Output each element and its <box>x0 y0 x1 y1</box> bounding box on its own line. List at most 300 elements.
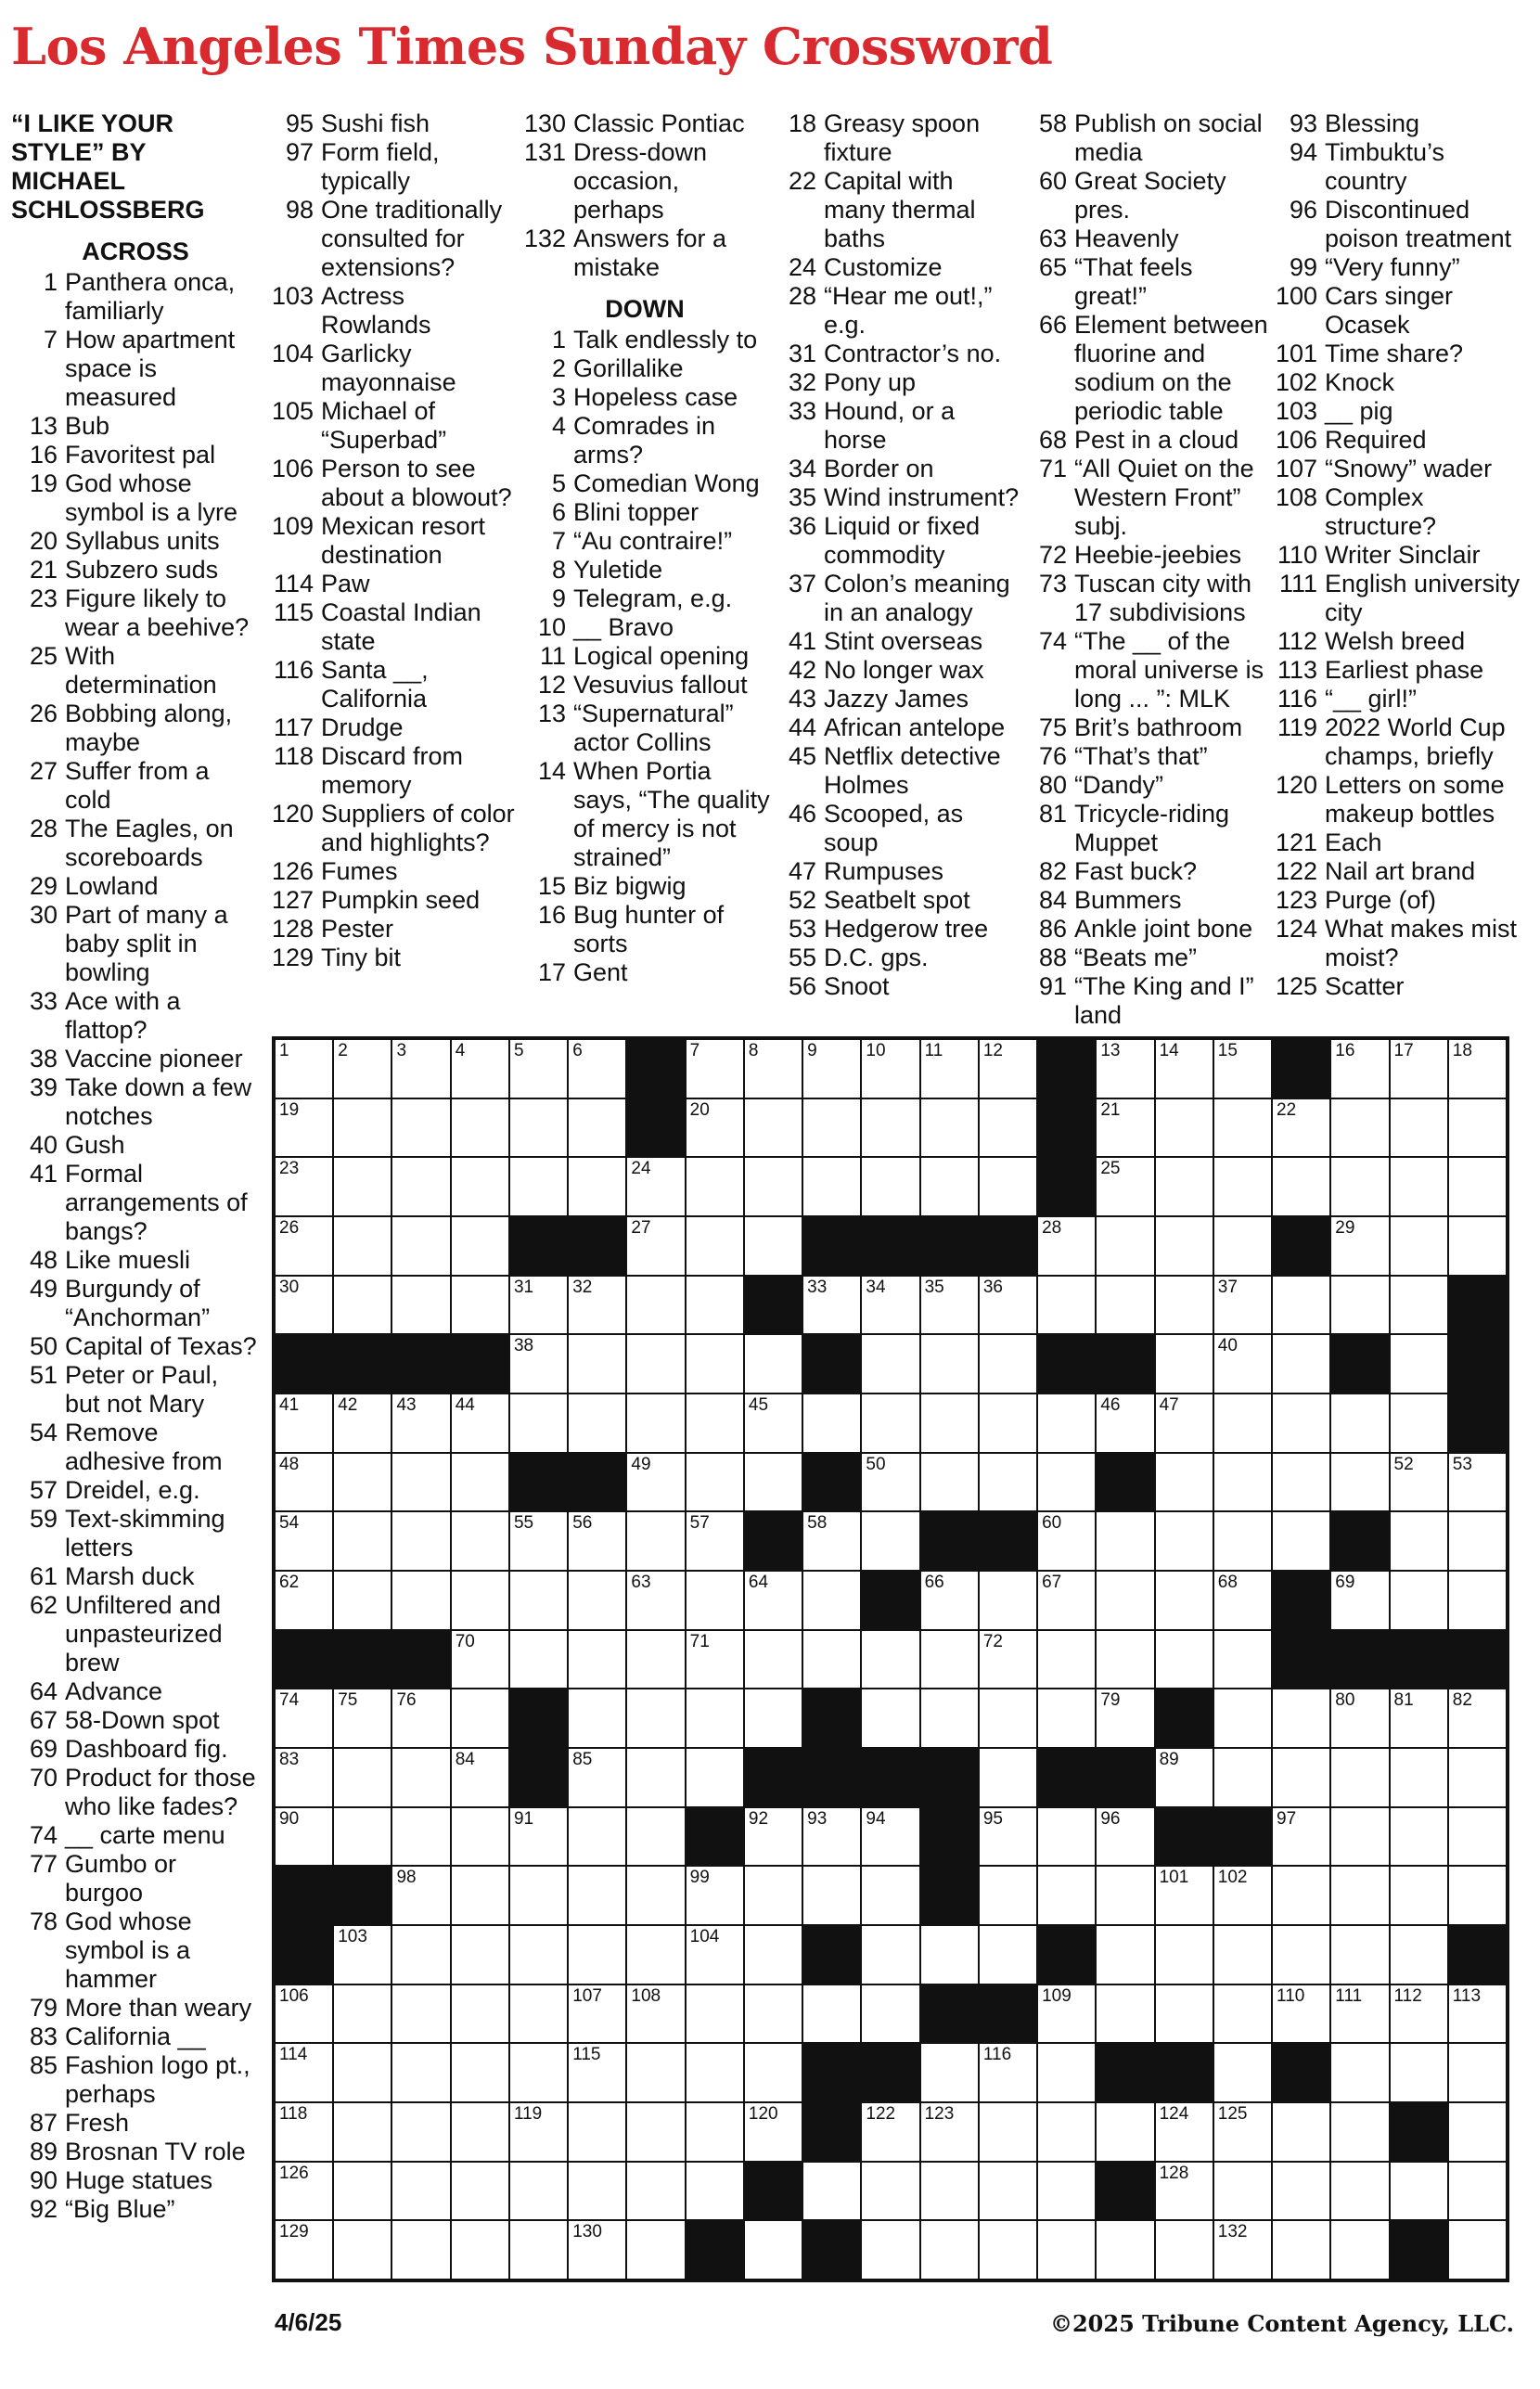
grid-cell[interactable] <box>1449 1985 1506 2043</box>
grid-cell[interactable] <box>687 1985 743 2043</box>
grid-cell[interactable] <box>1097 1040 1153 1098</box>
grid-cell[interactable] <box>569 1631 625 1689</box>
grid-cell[interactable] <box>452 2221 508 2279</box>
grid-cell[interactable] <box>980 2221 1036 2279</box>
grid-cell[interactable] <box>276 1689 332 1747</box>
grid-cell[interactable] <box>1214 1217 1271 1275</box>
grid-cell[interactable] <box>1097 1808 1153 1866</box>
grid-cell[interactable] <box>510 1394 567 1452</box>
grid-cell[interactable] <box>569 1749 625 1806</box>
grid-cell[interactable] <box>334 1217 391 1275</box>
grid-cell[interactable] <box>921 1572 978 1629</box>
grid-cell[interactable] <box>1097 1099 1153 1157</box>
grid-cell[interactable] <box>1156 1631 1213 1689</box>
grid-cell[interactable] <box>392 1689 449 1747</box>
grid-cell[interactable] <box>687 2163 743 2220</box>
grid-cell[interactable] <box>627 1985 684 2043</box>
grid-cell[interactable] <box>1214 1394 1271 1452</box>
grid-cell[interactable] <box>510 1985 567 2043</box>
grid-cell[interactable] <box>627 1689 684 1747</box>
grid-cell[interactable] <box>1391 1394 1447 1452</box>
grid-cell[interactable] <box>1156 1099 1213 1157</box>
grid-cell[interactable] <box>510 2044 567 2101</box>
grid-cell[interactable] <box>452 1867 508 1924</box>
grid-cell[interactable] <box>745 1867 802 1924</box>
grid-cell[interactable] <box>1391 1454 1447 1511</box>
grid-cell[interactable] <box>569 1335 625 1393</box>
grid-cell[interactable] <box>687 1158 743 1215</box>
grid-cell[interactable] <box>627 1335 684 1393</box>
grid-cell[interactable] <box>1156 1158 1213 1215</box>
grid-cell[interactable] <box>921 1277 978 1334</box>
grid-cell[interactable] <box>1331 1867 1388 1924</box>
grid-cell[interactable] <box>1273 2103 1329 2161</box>
grid-cell[interactable] <box>1156 1985 1213 2043</box>
grid-cell[interactable] <box>1038 1512 1095 1570</box>
grid-cell[interactable] <box>569 1158 625 1215</box>
grid-cell[interactable] <box>803 1394 860 1452</box>
grid-cell[interactable] <box>1214 1158 1271 1215</box>
grid-cell[interactable] <box>745 2221 802 2279</box>
grid-cell[interactable] <box>1156 2163 1213 2220</box>
grid-cell[interactable] <box>452 1572 508 1629</box>
grid-cell[interactable] <box>627 1394 684 1452</box>
grid-cell[interactable] <box>1097 1985 1153 2043</box>
grid-cell[interactable] <box>1449 1454 1506 1511</box>
grid-cell[interactable] <box>1273 1867 1329 1924</box>
grid-cell[interactable] <box>687 1099 743 1157</box>
grid-cell[interactable] <box>1391 1808 1447 1866</box>
grid-cell[interactable] <box>334 2044 391 2101</box>
grid-cell[interactable] <box>334 1808 391 1866</box>
grid-cell[interactable] <box>1038 2163 1095 2220</box>
grid-cell[interactable] <box>276 1985 332 2043</box>
grid-cell[interactable] <box>803 1512 860 1570</box>
grid-cell[interactable] <box>980 1394 1036 1452</box>
grid-cell[interactable] <box>1331 1985 1388 2043</box>
grid-cell[interactable] <box>569 2163 625 2220</box>
grid-cell[interactable] <box>745 1689 802 1747</box>
grid-cell[interactable] <box>334 1099 391 1157</box>
grid-cell[interactable] <box>510 1631 567 1689</box>
grid-cell[interactable] <box>334 2163 391 2220</box>
grid-cell[interactable] <box>276 2163 332 2220</box>
grid-cell[interactable] <box>1391 1985 1447 2043</box>
grid-cell[interactable] <box>1391 1867 1447 1924</box>
grid-cell[interactable] <box>569 1572 625 1629</box>
grid-cell[interactable] <box>1391 2163 1447 2220</box>
grid-cell[interactable] <box>276 1394 332 1452</box>
grid-cell[interactable] <box>1331 1749 1388 1806</box>
grid-cell[interactable] <box>510 1926 567 1984</box>
grid-cell[interactable] <box>392 1158 449 1215</box>
grid-cell[interactable] <box>921 2103 978 2161</box>
grid-cell[interactable] <box>687 1394 743 1452</box>
grid-cell[interactable] <box>334 1394 391 1452</box>
grid-cell[interactable] <box>980 1040 1036 1098</box>
grid-cell[interactable] <box>276 1808 332 1866</box>
grid-cell[interactable] <box>1097 1867 1153 1924</box>
grid-cell[interactable] <box>334 1040 391 1098</box>
grid-cell[interactable] <box>687 2044 743 2101</box>
grid-cell[interactable] <box>1038 1808 1095 1866</box>
grid-cell[interactable] <box>1214 1099 1271 1157</box>
grid-cell[interactable] <box>392 1099 449 1157</box>
grid-cell[interactable] <box>452 1749 508 1806</box>
grid-cell[interactable] <box>687 1926 743 1984</box>
grid-cell[interactable] <box>452 1512 508 1570</box>
grid-cell[interactable] <box>921 2221 978 2279</box>
grid-cell[interactable] <box>1449 1749 1506 1806</box>
grid-cell[interactable] <box>276 2221 332 2279</box>
grid-cell[interactable] <box>745 1572 802 1629</box>
grid-cell[interactable] <box>1331 1217 1388 1275</box>
grid-cell[interactable] <box>1273 1808 1329 1866</box>
grid-cell[interactable] <box>276 1572 332 1629</box>
grid-cell[interactable] <box>452 1217 508 1275</box>
grid-cell[interactable] <box>803 2163 860 2220</box>
grid-cell[interactable] <box>1331 1689 1388 1747</box>
grid-cell[interactable] <box>334 1277 391 1334</box>
grid-cell[interactable] <box>1273 1689 1329 1747</box>
grid-cell[interactable] <box>862 1631 918 1689</box>
grid-cell[interactable] <box>392 1808 449 1866</box>
grid-cell[interactable] <box>1156 1277 1213 1334</box>
grid-cell[interactable] <box>1391 1572 1447 1629</box>
grid-cell[interactable] <box>687 1572 743 1629</box>
grid-cell[interactable] <box>1273 2221 1329 2279</box>
grid-cell[interactable] <box>392 1985 449 2043</box>
grid-cell[interactable] <box>803 1631 860 1689</box>
grid-cell[interactable] <box>452 1040 508 1098</box>
grid-cell[interactable] <box>687 1512 743 1570</box>
grid-cell[interactable] <box>392 1217 449 1275</box>
grid-cell[interactable] <box>862 1099 918 1157</box>
grid-cell[interactable] <box>1156 1926 1213 1984</box>
grid-cell[interactable] <box>1331 1808 1388 1866</box>
grid-cell[interactable] <box>921 1631 978 1689</box>
grid-cell[interactable] <box>1097 1158 1153 1215</box>
grid-cell[interactable] <box>745 1158 802 1215</box>
grid-cell[interactable] <box>1214 1689 1271 1747</box>
grid-cell[interactable] <box>569 2221 625 2279</box>
grid-cell[interactable] <box>1449 1099 1506 1157</box>
grid-cell[interactable] <box>687 1217 743 1275</box>
grid-cell[interactable] <box>1097 2221 1153 2279</box>
grid-cell[interactable] <box>862 1277 918 1334</box>
grid-cell[interactable] <box>862 1040 918 1098</box>
grid-cell[interactable] <box>452 1394 508 1452</box>
grid-cell[interactable] <box>1214 1749 1271 1806</box>
grid-cell[interactable] <box>687 1454 743 1511</box>
grid-cell[interactable] <box>1391 1926 1447 1984</box>
grid-cell[interactable] <box>392 1040 449 1098</box>
grid-cell[interactable] <box>1391 1217 1447 1275</box>
grid-cell[interactable] <box>745 1394 802 1452</box>
grid-cell[interactable] <box>921 1040 978 1098</box>
grid-cell[interactable] <box>334 1572 391 1629</box>
grid-cell[interactable] <box>687 1040 743 1098</box>
grid-cell[interactable] <box>1449 1040 1506 1098</box>
grid-cell[interactable] <box>510 2163 567 2220</box>
grid-cell[interactable] <box>334 2221 391 2279</box>
grid-cell[interactable] <box>980 1689 1036 1747</box>
grid-cell[interactable] <box>745 1217 802 1275</box>
grid-cell[interactable] <box>1331 2163 1388 2220</box>
grid-cell[interactable] <box>862 1689 918 1747</box>
grid-cell[interactable] <box>1331 1099 1388 1157</box>
grid-cell[interactable] <box>627 1158 684 1215</box>
grid-cell[interactable] <box>1273 1335 1329 1393</box>
grid-cell[interactable] <box>452 2044 508 2101</box>
grid-cell[interactable] <box>862 1394 918 1452</box>
grid-cell[interactable] <box>452 1158 508 1215</box>
grid-cell[interactable] <box>627 1572 684 1629</box>
grid-cell[interactable] <box>510 1099 567 1157</box>
grid-cell[interactable] <box>392 2103 449 2161</box>
grid-cell[interactable] <box>803 1985 860 2043</box>
grid-cell[interactable] <box>980 1335 1036 1393</box>
grid-cell[interactable] <box>1097 1217 1153 1275</box>
grid-cell[interactable] <box>334 1749 391 1806</box>
grid-cell[interactable] <box>745 1099 802 1157</box>
grid-cell[interactable] <box>392 1926 449 1984</box>
grid-cell[interactable] <box>980 1926 1036 1984</box>
grid-cell[interactable] <box>1097 1277 1153 1334</box>
grid-cell[interactable] <box>1391 1689 1447 1747</box>
grid-cell[interactable] <box>627 1808 684 1866</box>
grid-cell[interactable] <box>392 1867 449 1924</box>
grid-cell[interactable] <box>862 1985 918 2043</box>
grid-cell[interactable] <box>921 2163 978 2220</box>
grid-cell[interactable] <box>862 2221 918 2279</box>
grid-cell[interactable] <box>1038 1631 1095 1689</box>
grid-cell[interactable] <box>980 2103 1036 2161</box>
grid-cell[interactable] <box>687 1277 743 1334</box>
grid-cell[interactable] <box>627 1217 684 1275</box>
grid-cell[interactable] <box>862 1808 918 1866</box>
grid-cell[interactable] <box>1331 2103 1388 2161</box>
grid-cell[interactable] <box>803 1867 860 1924</box>
grid-cell[interactable] <box>980 2163 1036 2220</box>
grid-cell[interactable] <box>745 2044 802 2101</box>
grid-cell[interactable] <box>921 1926 978 1984</box>
grid-cell[interactable] <box>1331 1572 1388 1629</box>
grid-cell[interactable] <box>392 1277 449 1334</box>
grid-cell[interactable] <box>1449 2103 1506 2161</box>
grid-cell[interactable] <box>980 1867 1036 1924</box>
grid-cell[interactable] <box>1038 1572 1095 1629</box>
grid-cell[interactable] <box>1097 1926 1153 1984</box>
grid-cell[interactable] <box>452 2163 508 2220</box>
grid-cell[interactable] <box>687 1689 743 1747</box>
grid-cell[interactable] <box>1273 1158 1329 1215</box>
grid-cell[interactable] <box>921 1158 978 1215</box>
grid-cell[interactable] <box>862 1335 918 1393</box>
grid-cell[interactable] <box>510 1277 567 1334</box>
grid-cell[interactable] <box>1214 1335 1271 1393</box>
grid-cell[interactable] <box>1156 1335 1213 1393</box>
grid-cell[interactable] <box>627 1512 684 1570</box>
grid-cell[interactable] <box>745 1454 802 1511</box>
grid-cell[interactable] <box>569 1512 625 1570</box>
grid-cell[interactable] <box>1214 1040 1271 1098</box>
grid-cell[interactable] <box>1038 1454 1095 1511</box>
grid-cell[interactable] <box>510 1572 567 1629</box>
grid-cell[interactable] <box>392 2044 449 2101</box>
grid-cell[interactable] <box>276 1512 332 1570</box>
grid-cell[interactable] <box>1273 1099 1329 1157</box>
grid-cell[interactable] <box>627 1867 684 1924</box>
grid-cell[interactable] <box>921 1454 978 1511</box>
grid-cell[interactable] <box>803 1277 860 1334</box>
grid-cell[interactable] <box>276 1158 332 1215</box>
grid-cell[interactable] <box>276 1099 332 1157</box>
grid-cell[interactable] <box>1038 2221 1095 2279</box>
grid-cell[interactable] <box>1214 1572 1271 1629</box>
grid-cell[interactable] <box>1273 1749 1329 1806</box>
grid-cell[interactable] <box>627 2103 684 2161</box>
grid-cell[interactable] <box>569 1808 625 1866</box>
grid-cell[interactable] <box>745 1631 802 1689</box>
grid-cell[interactable] <box>569 1926 625 1984</box>
grid-cell[interactable] <box>803 1040 860 1098</box>
grid-cell[interactable] <box>1449 1572 1506 1629</box>
grid-cell[interactable] <box>569 1394 625 1452</box>
grid-cell[interactable] <box>862 1158 918 1215</box>
grid-cell[interactable] <box>1156 1394 1213 1452</box>
grid-cell[interactable] <box>569 1040 625 1098</box>
grid-cell[interactable] <box>1097 2103 1153 2161</box>
grid-cell[interactable] <box>862 1454 918 1511</box>
grid-cell[interactable] <box>510 1040 567 1098</box>
grid-cell[interactable] <box>334 2103 391 2161</box>
grid-cell[interactable] <box>1449 1689 1506 1747</box>
grid-cell[interactable] <box>980 1631 1036 1689</box>
grid-cell[interactable] <box>334 1454 391 1511</box>
grid-cell[interactable] <box>627 1749 684 1806</box>
grid-cell[interactable] <box>452 1099 508 1157</box>
grid-cell[interactable] <box>452 1631 508 1689</box>
grid-cell[interactable] <box>1391 1335 1447 1393</box>
grid-cell[interactable] <box>1273 1394 1329 1452</box>
grid-cell[interactable] <box>1391 1512 1447 1570</box>
grid-cell[interactable] <box>1449 2221 1506 2279</box>
grid-cell[interactable] <box>1273 1926 1329 1984</box>
grid-cell[interactable] <box>1214 2221 1271 2279</box>
grid-cell[interactable] <box>1097 1512 1153 1570</box>
grid-cell[interactable] <box>627 1926 684 1984</box>
grid-cell[interactable] <box>627 2163 684 2220</box>
grid-cell[interactable] <box>1156 1749 1213 1806</box>
grid-cell[interactable] <box>1038 1394 1095 1452</box>
grid-cell[interactable] <box>276 1277 332 1334</box>
grid-cell[interactable] <box>1156 1512 1213 1570</box>
grid-cell[interactable] <box>1331 1040 1388 1098</box>
grid-cell[interactable] <box>392 2221 449 2279</box>
grid-cell[interactable] <box>1449 1512 1506 1570</box>
grid-cell[interactable] <box>803 1099 860 1157</box>
grid-cell[interactable] <box>1273 1512 1329 1570</box>
grid-cell[interactable] <box>745 1985 802 2043</box>
grid-cell[interactable] <box>510 1867 567 1924</box>
grid-cell[interactable] <box>980 1454 1036 1511</box>
grid-cell[interactable] <box>1156 2221 1213 2279</box>
grid-cell[interactable] <box>980 1277 1036 1334</box>
grid-cell[interactable] <box>980 1158 1036 1215</box>
grid-cell[interactable] <box>1156 1217 1213 1275</box>
grid-cell[interactable] <box>803 1158 860 1215</box>
grid-cell[interactable] <box>1214 2044 1271 2101</box>
grid-cell[interactable] <box>1156 2103 1213 2161</box>
grid-cell[interactable] <box>1038 1277 1095 1334</box>
grid-cell[interactable] <box>687 1335 743 1393</box>
grid-cell[interactable] <box>1038 2044 1095 2101</box>
grid-cell[interactable] <box>452 1689 508 1747</box>
grid-cell[interactable] <box>862 1926 918 1984</box>
grid-cell[interactable] <box>276 2103 332 2161</box>
grid-cell[interactable] <box>1449 2044 1506 2101</box>
grid-cell[interactable] <box>1214 1277 1271 1334</box>
grid-cell[interactable] <box>1391 1099 1447 1157</box>
grid-cell[interactable] <box>392 1454 449 1511</box>
grid-cell[interactable] <box>569 1099 625 1157</box>
grid-cell[interactable] <box>569 1277 625 1334</box>
grid-cell[interactable] <box>1097 1572 1153 1629</box>
grid-cell[interactable] <box>803 1572 860 1629</box>
grid-cell[interactable] <box>1449 2163 1506 2220</box>
grid-cell[interactable] <box>627 2221 684 2279</box>
grid-cell[interactable] <box>276 1749 332 1806</box>
grid-cell[interactable] <box>276 2044 332 2101</box>
grid-cell[interactable] <box>1391 1277 1447 1334</box>
grid-cell[interactable] <box>862 1512 918 1570</box>
grid-cell[interactable] <box>510 1512 567 1570</box>
grid-cell[interactable] <box>1331 2044 1388 2101</box>
grid-cell[interactable] <box>392 2163 449 2220</box>
grid-cell[interactable] <box>1273 1277 1329 1334</box>
grid-cell[interactable] <box>1331 1277 1388 1334</box>
grid-cell[interactable] <box>334 1689 391 1747</box>
grid-cell[interactable] <box>276 1454 332 1511</box>
grid-cell[interactable] <box>1331 1394 1388 1452</box>
grid-cell[interactable] <box>1391 1158 1447 1215</box>
grid-cell[interactable] <box>1214 1631 1271 1689</box>
grid-cell[interactable] <box>1156 1040 1213 1098</box>
grid-cell[interactable] <box>452 2103 508 2161</box>
grid-cell[interactable] <box>687 1749 743 1806</box>
grid-cell[interactable] <box>276 1217 332 1275</box>
grid-cell[interactable] <box>627 2044 684 2101</box>
grid-cell[interactable] <box>921 1394 978 1452</box>
grid-cell[interactable] <box>1214 2103 1271 2161</box>
grid-cell[interactable] <box>569 2044 625 2101</box>
grid-cell[interactable] <box>1214 2163 1271 2220</box>
grid-cell[interactable] <box>1156 1454 1213 1511</box>
grid-cell[interactable] <box>1038 1985 1095 2043</box>
grid-cell[interactable] <box>1331 2221 1388 2279</box>
grid-cell[interactable] <box>510 1158 567 1215</box>
grid-cell[interactable] <box>1391 1749 1447 1806</box>
grid-cell[interactable] <box>980 1099 1036 1157</box>
grid-cell[interactable] <box>921 2044 978 2101</box>
grid-cell[interactable] <box>1449 1808 1506 1866</box>
grid-cell[interactable] <box>745 1040 802 1098</box>
grid-cell[interactable] <box>392 1749 449 1806</box>
grid-cell[interactable] <box>510 2103 567 2161</box>
grid-cell[interactable] <box>921 1099 978 1157</box>
grid-cell[interactable] <box>1391 1040 1447 1098</box>
